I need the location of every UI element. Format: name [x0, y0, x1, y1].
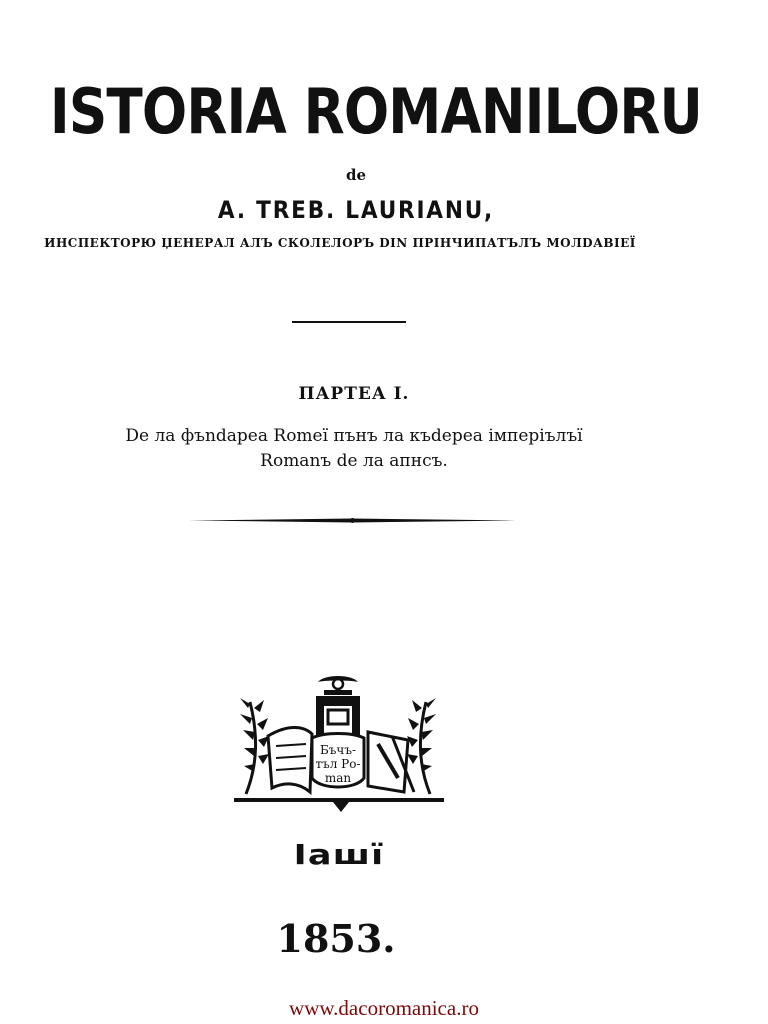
ornamental-divider: [189, 518, 516, 523]
printing-press-emblem-icon: [228, 674, 448, 824]
emblem-text-line-2: тъл Ро-: [315, 757, 361, 771]
subtitle-line-2: Romanъ de ла апнсъ.: [260, 451, 448, 471]
part-heading: ПАРТЕА I.: [298, 384, 410, 404]
emblem-text-line-3: man: [324, 771, 352, 785]
author-preposition: de: [345, 166, 367, 184]
book-title: ISTORIA ROMANILORU: [49, 75, 702, 148]
website-url[interactable]: www.dacoromanica.ro: [289, 996, 479, 1020]
emblem-text-line-1: Бъчъ-: [319, 743, 357, 757]
subtitle-line-1: De ла фъndaрea Romeї пънъ ла къdeрea імперіълъї: [125, 426, 583, 446]
short-divider: [292, 321, 406, 323]
author-name: A. TREB. LAURIANU,: [217, 196, 495, 224]
author-position: ИНСПЕКТОРЮ ЏЕНЕРАЛ АЛЪ СКОЛЕЛОРЪ DIN ПРІНЧИПАТЪЛЪ МОЛDАВІЕЇ: [44, 236, 636, 250]
subtitle: [0, 424, 708, 474]
publication-year: 1853.: [276, 916, 396, 961]
publication-city: Іашї: [293, 838, 385, 871]
